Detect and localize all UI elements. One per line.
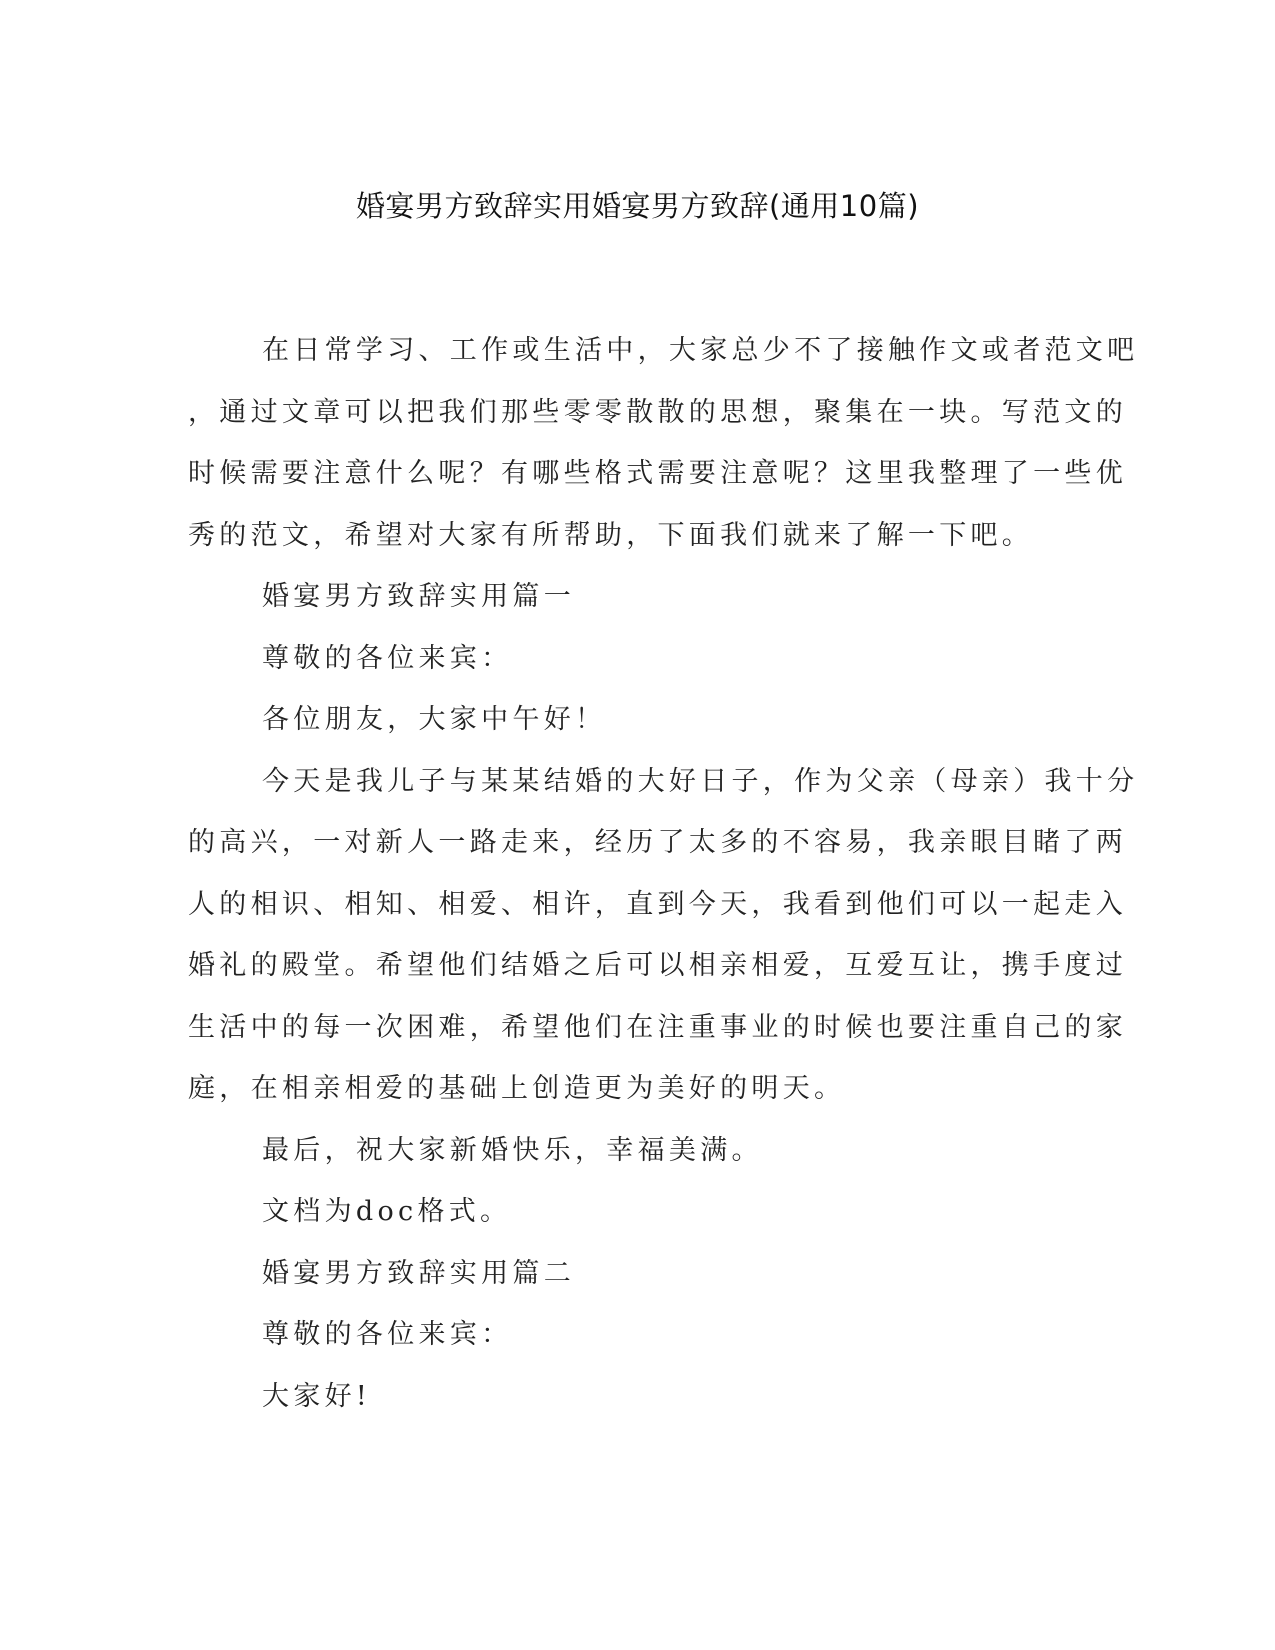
paragraph-line: ，通过文章可以把我们那些零零散散的思想，聚集在一块。写范文的 <box>188 396 1127 428</box>
section-heading: 婚宴男方致辞实用篇一 <box>262 581 575 612</box>
paragraph-line: 秀的范文，希望对大家有所帮助，下面我们就来了解一下吧。 <box>188 519 1034 551</box>
paragraph-line: 时候需要注意什么呢？有哪些格式需要注意呢？这里我整理了一些优 <box>188 458 1127 489</box>
closing-line: 最后，祝大家新婚快乐，幸福美满。 <box>262 1134 763 1166</box>
document-body <box>188 320 1139 1427</box>
paragraph-line: 庭，在相亲相爱的基础上创造更为美好的明天。 <box>188 1073 846 1104</box>
document-title: 婚宴男方致辞实用婚宴男方致辞(通用10篇) <box>355 189 920 223</box>
salutation-line: 尊敬的各位来宾： <box>262 1319 513 1350</box>
paragraph-line: 今天是我儿子与某某结婚的大好日子，作为父亲（母亲）我十分 <box>262 765 1139 797</box>
paragraph-line: 生活中的每一次困难，希望他们在注重事业的时候也要注重自己的家 <box>188 1011 1127 1043</box>
section-heading: 婚宴男方致辞实用篇二 <box>262 1257 575 1289</box>
salutation-line: 尊敬的各位来宾： <box>262 642 513 674</box>
paragraph-line: 人的相识、相知、相爱、相许，直到今天，我看到他们可以一起走入 <box>188 888 1127 920</box>
paragraph-line: 婚礼的殿堂。希望他们结婚之后可以相亲相爱，互爱互让，携手度过 <box>188 950 1127 981</box>
paragraph-line: 在日常学习、工作或生活中，大家总少不了接触作文或者范文吧 <box>262 335 1139 366</box>
greeting-line: 各位朋友，大家中午好！ <box>262 704 607 735</box>
paragraph-line: 的高兴，一对新人一路走来，经历了太多的不容易，我亲眼目睹了两 <box>188 827 1127 858</box>
format-note: 文档为doc格式。 <box>262 1196 512 1227</box>
greeting-line: 大家好! <box>262 1380 372 1412</box>
